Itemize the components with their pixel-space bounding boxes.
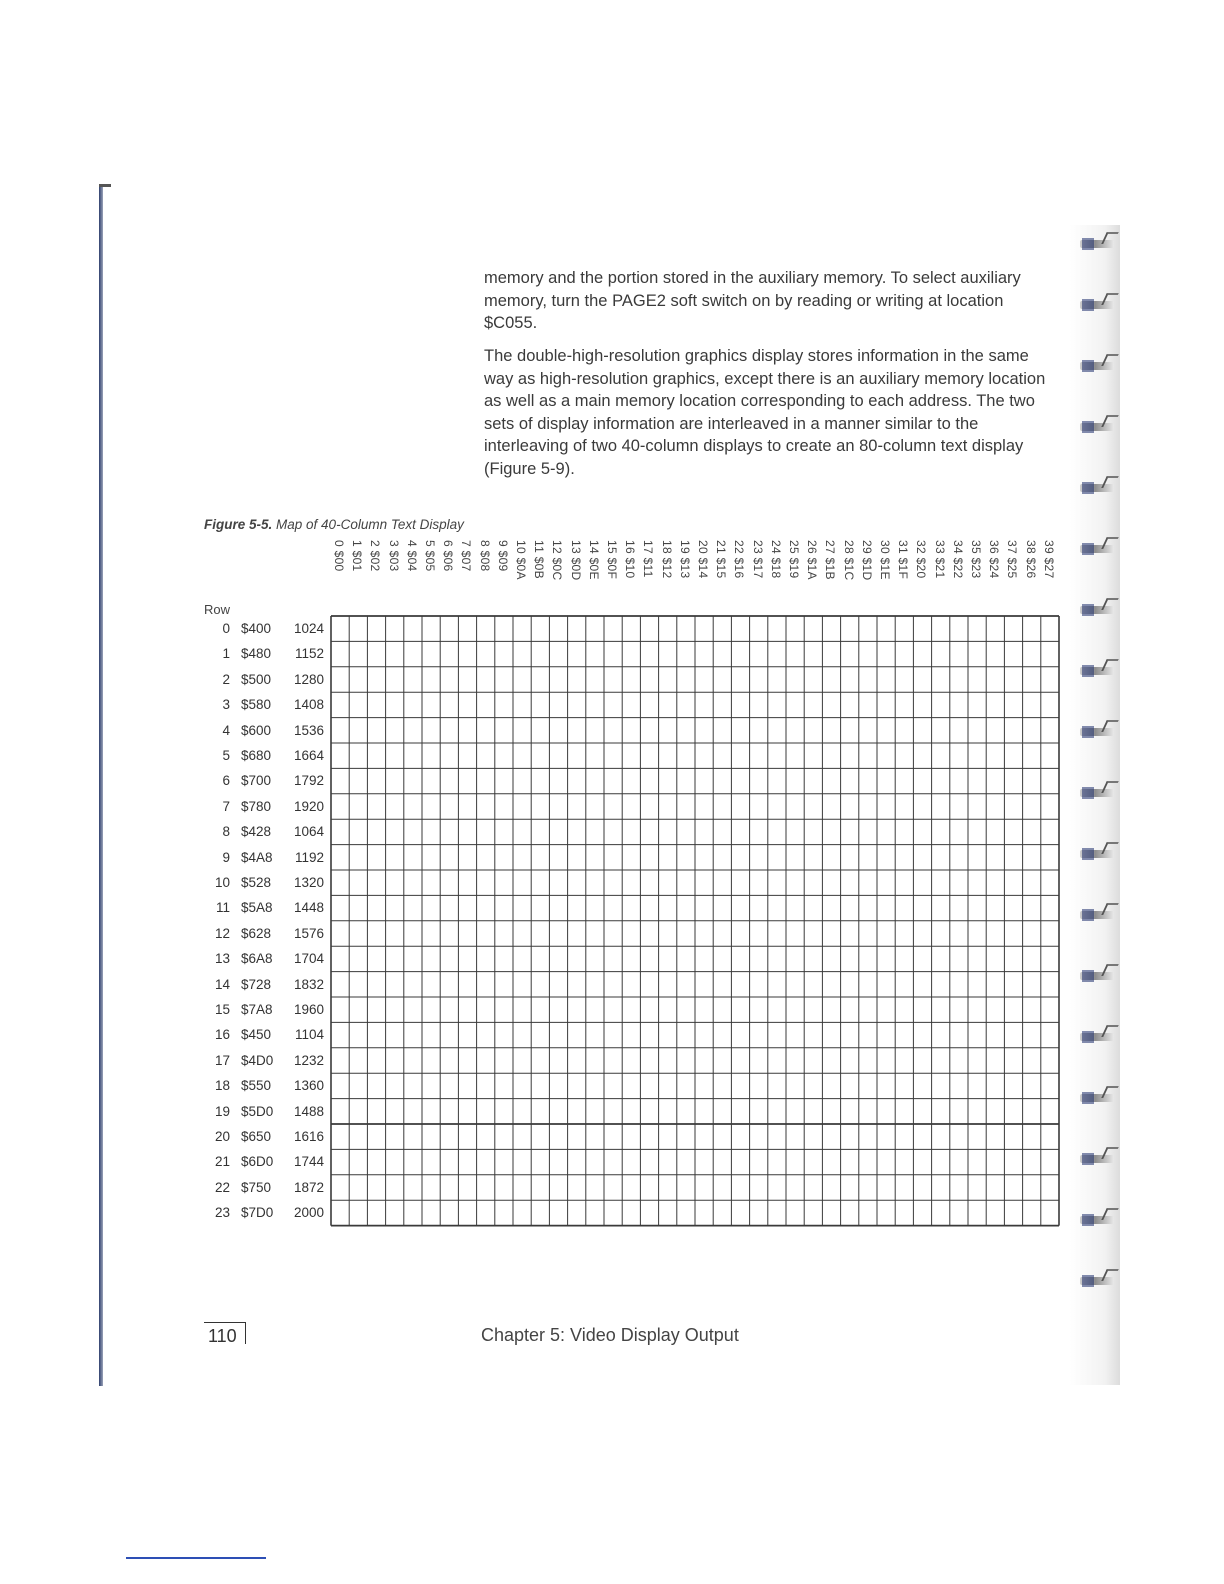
column-header (823, 540, 841, 606)
column-header-label: 35 $23 (969, 540, 983, 579)
column-header-label: 22 $16 (732, 540, 747, 579)
column-header-label: 25 $19 (787, 540, 801, 579)
spiral-ring (1080, 232, 1114, 254)
row-row: 18 (214, 1078, 230, 1094)
row-row: 11 (215, 900, 230, 916)
column-header-label: 11 $0B (532, 540, 547, 579)
column-header (496, 540, 514, 606)
row-hex: $480 (241, 646, 272, 662)
spiral-ring (1080, 476, 1114, 498)
row-row: 2 (222, 671, 230, 687)
column-header (732, 540, 750, 606)
row-hex: $428 (241, 824, 272, 840)
row-hex: $5A8 (241, 900, 273, 916)
row-row: 22 (214, 1179, 230, 1195)
column-header-label: 26 $1A (805, 540, 820, 580)
spiral-ring (1080, 354, 1114, 376)
column-header (441, 540, 459, 606)
spiral-ring (1080, 1208, 1114, 1230)
column-header-label: 16 $10 (623, 540, 638, 579)
row-dec: 1408 (293, 697, 324, 713)
page-binding-edge (99, 184, 103, 1386)
column-header (769, 540, 787, 606)
row-hex: $700 (241, 773, 272, 789)
column-header-label: 37 $25 (1005, 540, 1020, 579)
row-row: 7 (222, 798, 230, 814)
row-row: 19 (214, 1103, 230, 1119)
row-row: 0 (222, 621, 230, 636)
column-header-label: 1 $01 (350, 540, 365, 572)
page-number: 110 (204, 1322, 246, 1344)
spiral-ring (1080, 720, 1114, 742)
column-header-label: 3 $03 (386, 540, 401, 572)
row-label (204, 1078, 328, 1103)
row-hex: $528 (241, 875, 272, 890)
column-header-label: 39 $27 (1041, 540, 1056, 579)
row-dec: 1832 (293, 976, 324, 992)
column-header-label: 15 $0F (605, 540, 619, 580)
column-header (787, 540, 805, 606)
row-dec: 1920 (293, 798, 324, 814)
row-label (204, 1027, 328, 1052)
column-header-label: 13 $0D (568, 540, 583, 581)
column-header (1042, 540, 1060, 606)
row-label (204, 621, 328, 646)
row-label (204, 824, 328, 849)
column-header-label: 34 $22 (950, 540, 965, 579)
spiral-ring (1080, 1147, 1114, 1169)
column-header-label: 5 $05 (423, 540, 437, 572)
column-header (423, 540, 441, 606)
spiral-ring (1080, 537, 1114, 559)
column-header (969, 540, 987, 606)
column-header (842, 540, 860, 606)
row-dec: 1320 (293, 875, 324, 890)
spiral-ring (1080, 598, 1114, 620)
spiral-ring (1080, 1086, 1114, 1108)
spiral-ring (1080, 781, 1114, 803)
row-dec: 1616 (293, 1129, 324, 1144)
column-header-label: 20 $14 (696, 540, 710, 579)
column-header (696, 540, 714, 606)
row-hex: $4A8 (241, 849, 273, 865)
row-dec: 1104 (294, 1027, 324, 1043)
row-dec: 1744 (293, 1154, 324, 1170)
row-row: 13 (214, 951, 230, 967)
column-header (332, 540, 350, 606)
row-label (204, 900, 328, 925)
column-header-label: 9 $09 (495, 540, 510, 572)
row-row: 8 (222, 824, 230, 840)
column-header (751, 540, 769, 606)
column-header (714, 540, 732, 606)
row-dec: 1536 (293, 722, 324, 738)
column-header (1024, 540, 1042, 606)
row-hex: $400 (241, 621, 272, 636)
column-header (550, 540, 568, 606)
column-header-label: 21 $15 (714, 540, 729, 579)
row-row: 17 (214, 1052, 230, 1068)
row-dec: 1448 (293, 900, 324, 916)
column-header-label: 12 $0C (550, 540, 565, 581)
row-label (204, 799, 328, 824)
row-dec: 1152 (294, 646, 324, 662)
row-hex: $550 (241, 1078, 272, 1094)
row-label (204, 977, 328, 1002)
row-hex: $7D0 (241, 1205, 274, 1221)
row-dec: 1792 (293, 773, 324, 789)
column-header (605, 540, 623, 606)
column-header (914, 540, 932, 606)
column-header (660, 540, 678, 606)
column-header-label: 17 $11 (641, 540, 656, 578)
column-header-label: 7 $07 (459, 540, 474, 572)
row-label (204, 672, 328, 697)
column-header-label: 27 $1B (823, 540, 838, 580)
row-dec: 1192 (294, 849, 324, 865)
column-header-label: 28 $1C (841, 540, 856, 581)
row-label (204, 1129, 328, 1154)
column-header (933, 540, 951, 606)
column-header (896, 540, 914, 606)
column-header (623, 540, 641, 606)
chapter-footer: Chapter 5: Video Display Output (481, 1325, 739, 1345)
row-dec: 1360 (293, 1078, 324, 1094)
row-label (204, 1205, 328, 1230)
spiral-ring (1080, 415, 1114, 437)
column-header-label: 33 $21 (932, 540, 947, 579)
row-row: 3 (222, 697, 230, 713)
column-header (878, 540, 896, 606)
spiral-ring (1080, 1025, 1114, 1047)
row-row: 9 (222, 849, 230, 865)
column-header-label: 32 $20 (914, 540, 929, 579)
column-header (459, 540, 477, 606)
column-header (569, 540, 587, 606)
row-dec: 1280 (293, 671, 324, 687)
column-header (514, 540, 532, 606)
row-dec: 1664 (293, 748, 324, 763)
row-label (204, 1053, 328, 1078)
column-header (641, 540, 659, 606)
row-label (204, 723, 328, 748)
row-hex: $450 (241, 1027, 272, 1043)
column-header (368, 540, 386, 606)
row-row: 20 (214, 1129, 230, 1144)
column-header (587, 540, 605, 606)
column-header-label: 38 $26 (1023, 540, 1038, 579)
body-paragraph-2: The double-high-resolution graphics display stores information in the same way as high-resolution graphics, except there is an auxiliary memory location as well as a main memory location corresponding to each address. The two sets of display information are interleaved in a manner similar to the interleaving of two 40-column displays to create an 80-column text display (Figure 5-9). (484, 347, 1046, 478)
column-header (678, 540, 696, 606)
row-hex: $750 (241, 1179, 272, 1195)
row-label (204, 1180, 328, 1205)
row-hex: $4D0 (241, 1052, 274, 1068)
row-label (204, 646, 328, 671)
row-hex: $680 (241, 748, 272, 763)
row-label (204, 951, 328, 976)
column-header-label: 29 $1D (859, 540, 874, 581)
column-header (951, 540, 969, 606)
row-hex: $6D0 (241, 1154, 274, 1170)
body-paragraph-1: memory and the portion stored in the auxiliary memory. To select auxiliary memory, turn the PAGE2 soft switch on by reading or writing at location $C055. (484, 269, 1021, 332)
row-row: 12 (214, 925, 230, 941)
column-header (532, 540, 550, 606)
row-hex: $650 (241, 1129, 272, 1144)
row-label (204, 773, 328, 798)
column-header-label: 30 $1E (878, 540, 892, 580)
row-hex: $628 (241, 925, 272, 941)
figure-title: Map of 40-Column Text Display (276, 517, 464, 532)
row-dec: 2000 (293, 1205, 324, 1221)
row-row: 21 (214, 1154, 230, 1170)
row-row: 4 (222, 722, 230, 738)
figure-caption (204, 517, 464, 532)
row-hex: $580 (241, 697, 272, 713)
row-row: 23 (214, 1205, 230, 1221)
row-label (204, 875, 328, 900)
row-row: 5 (222, 748, 230, 763)
row-label (204, 1154, 328, 1179)
column-header (350, 540, 368, 606)
column-header-label: 14 $0E (586, 540, 601, 580)
row-label (204, 1104, 328, 1129)
column-header (387, 540, 405, 606)
row-row: 1 (222, 646, 230, 662)
row-hex: $6A8 (241, 951, 273, 967)
page-corner-mark (99, 184, 111, 187)
column-header (805, 540, 823, 606)
column-header-label: 8 $08 (477, 540, 492, 572)
row-hex: $780 (241, 798, 272, 814)
spiral-ring (1080, 964, 1114, 986)
row-row: 14 (214, 976, 230, 992)
column-header-label: 6 $06 (441, 540, 456, 572)
row-dec: 1024 (293, 621, 324, 636)
row-row: 10 (214, 875, 230, 890)
row-label (204, 697, 328, 722)
row-hex: $600 (241, 722, 272, 738)
column-header-label: 36 $24 (987, 540, 1002, 579)
column-header-label: 18 $12 (659, 540, 674, 579)
row-hex: $728 (241, 976, 272, 992)
column-header-label: 4 $04 (404, 540, 419, 572)
column-header-label: 24 $18 (768, 540, 783, 579)
row-label (204, 748, 328, 773)
row-hex: $5D0 (241, 1103, 274, 1119)
row-label (204, 1002, 328, 1027)
column-header (1005, 540, 1023, 606)
column-header-label: 0 $00 (332, 540, 346, 572)
column-header-label: 31 $1F (896, 540, 911, 580)
row-hex: $500 (241, 671, 272, 687)
row-header: Row (204, 602, 231, 617)
column-header-label: 2 $02 (368, 540, 383, 572)
spiral-ring (1080, 1269, 1114, 1291)
row-dec: 1576 (293, 925, 324, 941)
row-label (204, 926, 328, 951)
row-label (204, 850, 328, 875)
column-header (405, 540, 423, 606)
row-dec: 1960 (293, 1002, 324, 1017)
row-row: 15 (214, 1002, 230, 1017)
spiral-ring (1080, 659, 1114, 681)
column-header-label: 10 $0A (514, 540, 528, 580)
column-header-label: 23 $17 (750, 540, 765, 579)
column-header (860, 540, 878, 606)
spiral-ring (1080, 293, 1114, 315)
row-row: 16 (214, 1027, 230, 1043)
row-row: 6 (222, 773, 230, 789)
spiral-ring (1080, 842, 1114, 864)
text-display-grid (330, 615, 1062, 1229)
row-dec: 1872 (293, 1179, 324, 1195)
column-header (478, 540, 496, 606)
row-hex: $7A8 (241, 1002, 273, 1017)
row-dec: 1488 (293, 1103, 324, 1119)
row-dec: 1232 (293, 1052, 324, 1068)
column-header (987, 540, 1005, 606)
row-dec: 1704 (293, 951, 324, 967)
column-header-label: 19 $13 (677, 540, 692, 579)
spiral-ring (1080, 903, 1114, 925)
hyperlink-underline (126, 1557, 266, 1559)
figure-label: Figure 5-5. (204, 517, 273, 532)
row-dec: 1064 (293, 824, 324, 840)
